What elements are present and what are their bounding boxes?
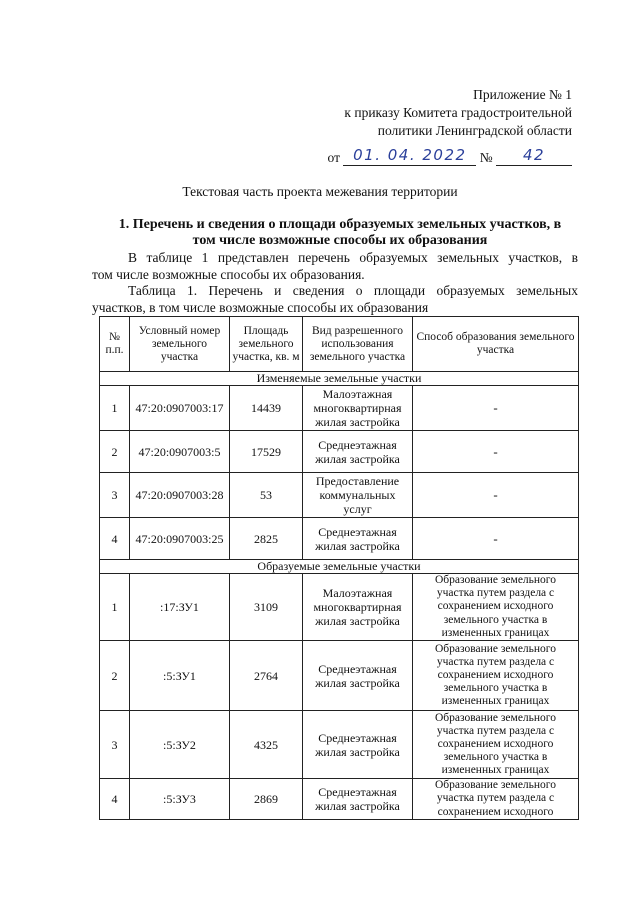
order-date-blank — [343, 146, 476, 166]
cell-use: Среднеэтажная жилая застройка — [303, 711, 413, 779]
cell-area: 2764 — [230, 641, 303, 711]
order-number-label: № — [479, 150, 493, 165]
cell-num: 4 — [100, 779, 130, 820]
section-label-formed: Образуемые земельные участки — [100, 560, 579, 574]
cell-area: 2869 — [230, 779, 303, 820]
cell-method: - — [413, 431, 579, 473]
cell-use: Среднеэтажная жилая застройка — [303, 641, 413, 711]
header-num: № п.п. — [100, 317, 130, 372]
cell-method: - — [413, 386, 579, 431]
header-method: Способ образования земельного участка — [413, 317, 579, 372]
intro-line-1: В таблице 1 представлен перечень образуемых земельных участков, в — [128, 250, 578, 265]
header-use: Вид разрешенного использования земельного участка — [303, 317, 413, 372]
cell-num: 3 — [100, 473, 130, 518]
table-caption — [92, 283, 578, 316]
cell-use: Предоставление коммунальных услуг — [303, 473, 413, 518]
cell-area: 53 — [230, 473, 303, 518]
annex-committee-line: политики Ленинградской области — [377, 123, 572, 138]
cell-method: - — [413, 518, 579, 560]
cell-use: Среднеэтажная жилая застройка — [303, 779, 413, 820]
table-row — [100, 473, 579, 518]
cell-area: 14439 — [230, 386, 303, 431]
cell-cadastral: :5:ЗУ2 — [130, 711, 230, 779]
cell-method: Образование земельного участка путем раздела с сохранением исходного земельного участка в измененных границах — [413, 574, 579, 641]
table-row — [100, 431, 579, 473]
cell-num: 2 — [100, 431, 130, 473]
order-number-blank — [496, 146, 572, 166]
annex-order-line: к приказу Комитета градостроительной — [344, 105, 572, 120]
cell-method: Образование земельного участка путем раздела с сохранением исходного — [413, 779, 579, 820]
order-number-handwritten: 42 — [522, 146, 546, 164]
order-date-prefix: от — [327, 150, 340, 165]
cell-cadastral: 47:20:0907003:25 — [130, 518, 230, 560]
document-subtitle: Текстовая часть проекта межевания территории — [182, 184, 458, 199]
cell-cadastral: 47:20:0907003:28 — [130, 473, 230, 518]
cell-use: Среднеэтажная жилая застройка — [303, 431, 413, 473]
table-row — [100, 779, 579, 820]
table-header-row — [100, 317, 579, 372]
table-row — [100, 574, 579, 641]
cell-num: 1 — [100, 574, 130, 641]
section-row-formed — [100, 560, 579, 574]
cell-use: Среднеэтажная жилая застройка — [303, 518, 413, 560]
cell-method: Образование земельного участка путем раздела с сохранением исходного земельного участка в измененных границах — [413, 711, 579, 779]
cell-cadastral: 47:20:0907003:17 — [130, 386, 230, 431]
land-plots-table — [99, 316, 579, 820]
table-row — [100, 518, 579, 560]
cell-num: 1 — [100, 386, 130, 431]
table-caption-line-2: участков, в том числе возможные способы их образования — [92, 299, 429, 315]
cell-cadastral: :17:ЗУ1 — [130, 574, 230, 641]
cell-use: Малоэтажная многоквартирная жилая застройка — [303, 574, 413, 641]
section-heading — [100, 217, 580, 249]
section-label-changed: Изменяемые земельные участки — [100, 372, 579, 386]
cell-cadastral: :5:ЗУ1 — [130, 641, 230, 711]
header-cadastral: Условный номер земельного участка — [130, 317, 230, 372]
header-area: Площадь земельного участка, кв. м — [230, 317, 303, 372]
cell-num: 2 — [100, 641, 130, 711]
section-heading-line-1: 1. Перечень и сведения о площади образуемых земельных участков, в — [118, 217, 562, 232]
cell-area: 2825 — [230, 518, 303, 560]
section-row-changed — [100, 372, 579, 386]
cell-area: 3109 — [230, 574, 303, 641]
cell-num: 4 — [100, 518, 130, 560]
intro-line-2: том числе возможные способы их образования. — [92, 266, 365, 282]
order-date-handwritten: 01. 04. 2022 — [353, 146, 467, 164]
annex-title: Приложение № 1 — [473, 87, 572, 102]
cell-cadastral: 47:20:0907003:5 — [130, 431, 230, 473]
cell-area: 17529 — [230, 431, 303, 473]
cell-cadastral: :5:ЗУ3 — [130, 779, 230, 820]
cell-area: 4325 — [230, 711, 303, 779]
annex-block — [344, 86, 572, 140]
table-row — [100, 386, 579, 431]
cell-use: Малоэтажная многоквартирная жилая застройка — [303, 386, 413, 431]
section-heading-line-2: том числе возможные способы их образования — [192, 233, 488, 248]
cell-num: 3 — [100, 711, 130, 779]
table-row — [100, 711, 579, 779]
table-caption-line-1: Таблица 1. Перечень и сведения о площади образуемых земельных — [128, 283, 578, 298]
cell-method: Образование земельного участка путем раздела с сохранением исходного земельного участка в измененных границах — [413, 641, 579, 711]
order-date-line — [327, 146, 573, 166]
table-row — [100, 641, 579, 711]
intro-paragraph — [92, 250, 578, 283]
cell-method: - — [413, 473, 579, 518]
